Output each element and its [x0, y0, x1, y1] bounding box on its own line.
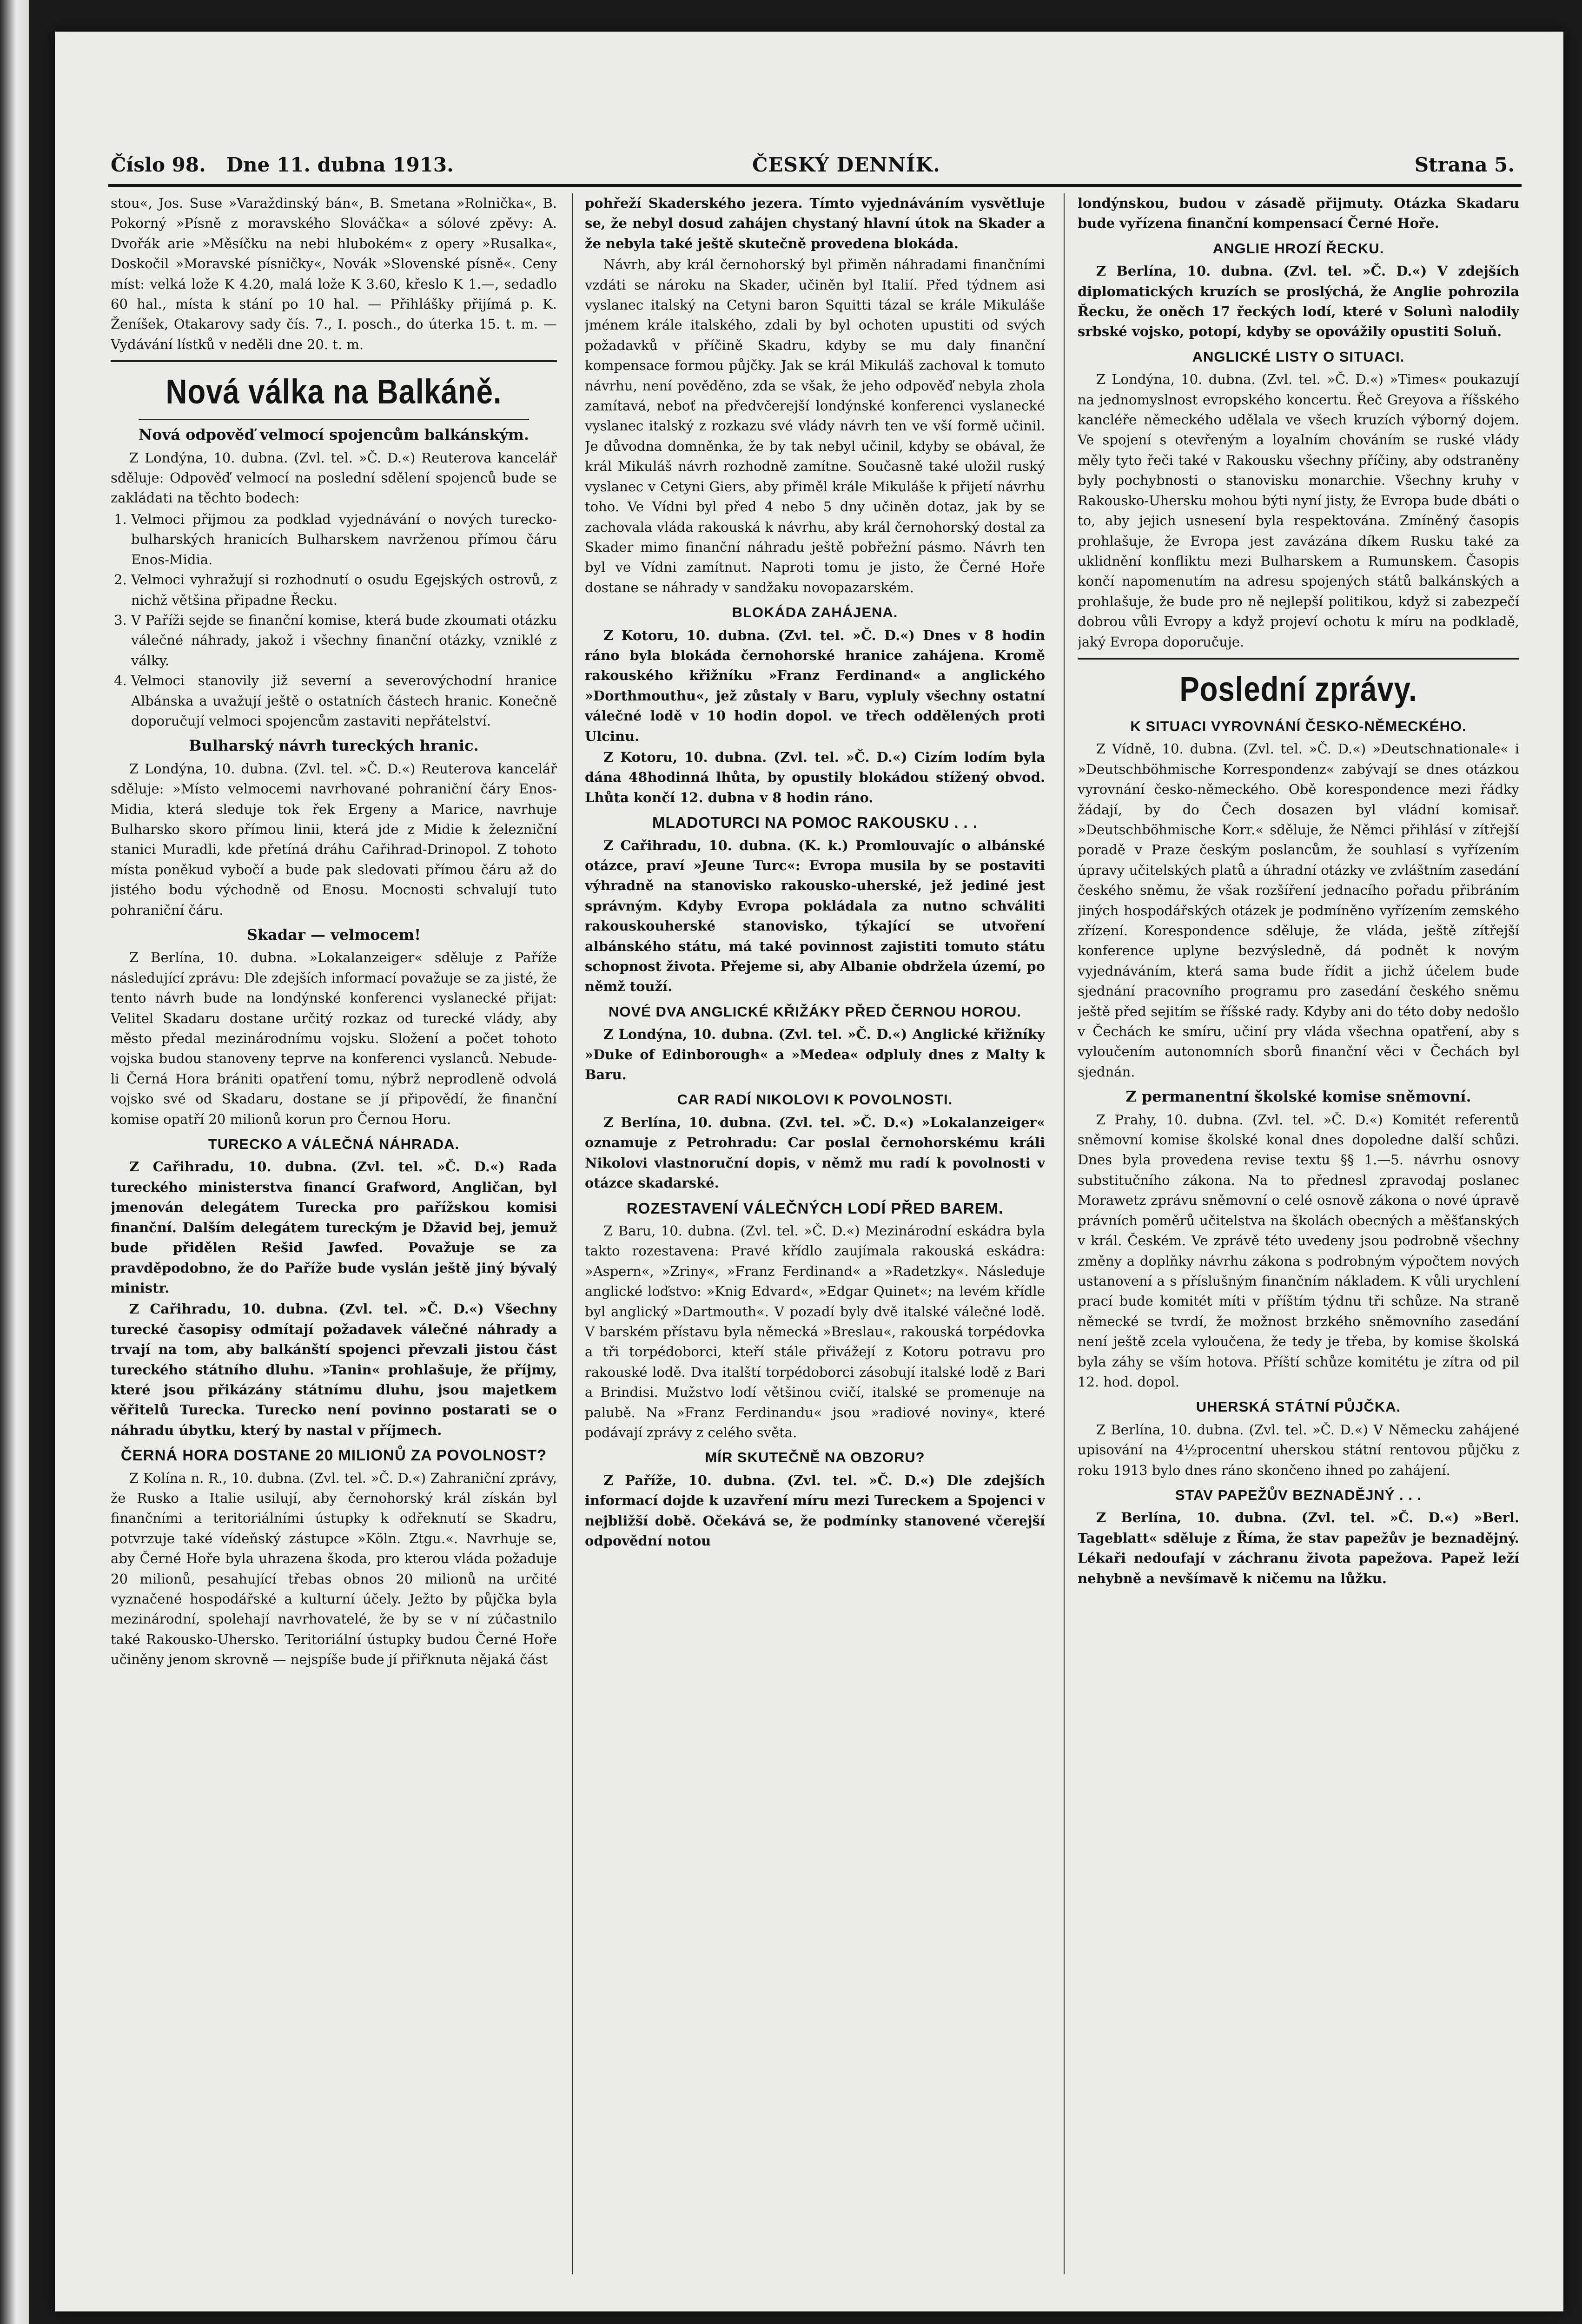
list-item: 3. V Paříži sejde se finanční komise, která bude zkoumati otázku válečné náhrady, jakož i všechny finanční otázky, vzniklé z války.	[131, 610, 557, 671]
article-paragraph: Z Berlína, 10. dubna. (Zvl. tel. »Č. D.«) V Německu zahájené upisování na 4½procentní uherskou státní rentovou půjčku z roku 1913 bylo dnes ráno skončeno ihned po zahájení.	[1078, 1421, 1519, 1478]
article-paragraph: Z Berlína, 10. dubna. »Lokalanzeiger« sděluje z Paříže následující zprávu: Dle zdejších informací považuje se za jisté, že tento návrh bude na londýnské konferenci vyslanecké přijat: Velitel Skadaru dostane určitý rozkaz od turecké vlády, aby město předal mezinárodnímu vojsku. Složení a počet tohoto vojska budou stanoveny teprve na konferenci vyslanců. Nebude-li Černá Hora brániti opatření tomu, nýbrž neprodleně odvolá vojsko své od Skadaru, dostane se jí připovědí, že finanční komise opatří 20 milionů korun pro Černou Horu.	[111, 950, 557, 1127]
section-heading: Skadar — velmocem!	[246, 926, 421, 944]
section-heading: STAV PAPEŽŮV BEZNADĚJNÝ . . .	[1175, 1486, 1422, 1503]
section-heading: ANGLICKÉ LISTY O SITUACI.	[1192, 348, 1405, 365]
header-rule	[108, 184, 1522, 187]
article-paragraph: Z Berlína, 10. dubna. (Zvl. tel. »Č. D.«) »Berl. Tageblatt« sděluje z Říma, že stav papežův je beznadějný. Lékaři nedoufají v záchranu života papežova. Papež leží nehybně a nevšímavě k ničemu na lůžku.	[1078, 1510, 1519, 1586]
points-list	[111, 509, 557, 731]
main-headline: Nová válka na Balkáně.	[165, 372, 502, 411]
article-paragraph: Z Cařihradu, 10. dubna. (Zvl. tel. »Č. D.«) Rada tureckého ministerstva financí Grafword, Angličan, byl jmenován delegátem Turecka pro pařížskou komisi finanční. Dalším delegátem tureckým je Džavid bej, jemuž bude přidělen Rešid Jawfed. Považuje se za pravděpodobno, že do Paříže bude vyslán ještě jiný bývalý ministr.	[111, 1159, 557, 1296]
section-heading: K SITUACI VYROVNÁNÍ ČESKO-NĚMECKÉHO.	[1130, 718, 1467, 734]
page-number: Strana 5.	[1414, 153, 1515, 176]
article-paragraph: Z Berlína, 10. dubna. (Zvl. tel. »Č. D.«) V zdejších diplomatických kruzích se proslýchá, že Anglie pohrozila Řecku, že oněch 17 řeckých lodí, které v Solunì nalodily srbské vojsko, potopí, kdyby se opovážily opustiti Soluň.	[1078, 263, 1519, 340]
section-heading: Bulharský návrh tureckých hranic.	[189, 737, 479, 755]
article-paragraph: Z Berlína, 10. dubna. (Zvl. tel. »Č. D.«) »Lokalanzeiger« oznamuje z Petrohradu: Car poslal černohorskému králi Nikolovi vlastnoruční dopis, v němž mu radí k povolnosti v otázce skadarské.	[585, 1114, 1045, 1191]
article-paragraph: Z Prahy, 10. dubna. (Zvl. tel. »Č. D.«) Komitét referentů sněmovní komise školské konal dnes dopoledne další schůzi. Dnes byla provedena revise textu §§ 1.—5. návrhu osnovy substitučního zákona. Na to přednesl zpravodaj poslanec Morawetz zprávu sněmovní o celé osnově zákona o nové úpravě právních poměrů učitelstva na školách obecných a měšťanských v král. Českém. Ve zprávě této uvedeny jsou podrobně všechny změny a doplňky návrhu zákona s podrobným výpočtem nových ustanovení a s příslušným finančním nákladem. K vůli urychlení prací bude komitét míti v příštím týdnu tři schůze. Na straně německé se tvrdí, že možnost brzkého sněmovního zasedání není ještě zcela vyloučena, že tedy je třeba, by komise školská byla záhy se vším hotova. Příští schůze komitétu je zítra od pil 12. hod. dopol.	[1078, 1111, 1519, 1390]
article-paragraph: pohřeží Skaderského jezera. Tímto vyjednáváním vysvětluje se, že nebyl dosud zahájen chystaný hlavní útok na Skader a že nebyla také ještě skutečně provedena blokáda.	[585, 195, 1045, 251]
list-item: 2. Velmoci vyhražují si rozhodnutí o osudu Egejských ostrovů, z nichž většina připadne Řecku.	[131, 570, 557, 610]
section-heading: Z permanentní školské komise sněmovní.	[1125, 1088, 1471, 1106]
article-paragraph: Z Londýna, 10. dubna. (Zvl. tel. »Č. D.«) »Times« poukazují na jednomyslnost evropského koncertu. Řeč Greyova a říšského kancléře německého udělala ve všech kruzích výborný dojem. Ve spojení s otevřeným a loyalním chováním se ruské vlády měly tyto řeči také v Rakousku všechny příčiny, aby odstraněny byly pochybnosti o stanovisku monarchie. Všechny kruhy v Rakousko-Uhersku mohou býti nyní jisty, že Evropa bude dbáti o to, aby jejich usnesení byla respektována. Zmíněný časopis prohlašuje, že Evropa jest zavázána díkem Rusku také za uklidnění konfliktu mezi Bulharskem a Rumunskem. Časopis končí napomenutím na adresu spojených států balkánských a prohlašuje, že bude pro ně nejlepší politikou, když si zabezpečí dobrou vůli Evropy a když projeví ochotu k míru na podkladě, jaký Evropa doporučuje.	[1078, 371, 1519, 650]
section-heading: TURECKO A VÁLEČNÁ NÁHRADA.	[208, 1136, 460, 1153]
section-heading: UHERSKÁ STÁTNÍ PŮJČKA.	[1196, 1399, 1401, 1415]
article-paragraph: Z Cařihradu, 10. dubna. (K. k.) Promlouvajíc o albánské otázce, praví »Jeune Turc«: Evropa musila by se postaviti výhradně na stanovisko rakousko-uherské, jež jediné jest správným. Kdyby Evropa pokládala za nutno schváliti rakouskouherské stanovisko, týkající se utvoření albánského státu, má také povinnost zajistiti tomuto státu schopnost života. Přejeme si, aby Albanie obdržela území, po němž touží.	[585, 837, 1045, 995]
column-3	[1078, 193, 1519, 2284]
section-heading: ANGLIE HROZÍ ŘECKU.	[1212, 240, 1384, 257]
article-paragraph: londýnskou, budou v zásadě přijmuty. Otázka Skadaru bude vyřízena finanční kompensací Černé Hoře.	[1078, 195, 1519, 231]
article-paragraph: Z Londýna, 10. dubna. (Zvl. tel. »Č. D.«) Anglické křižníky »Duke of Edinborough« a »Medea« odpluly dnes z Malty k Baru.	[585, 1026, 1045, 1083]
issue-number: Číslo 98.	[111, 153, 206, 176]
issue-date: Dne 11. dubna 1913.	[226, 153, 454, 176]
section-heading: MÍR SKUTEČNĚ NA OBZORU?	[705, 1449, 925, 1466]
article-paragraph: Z Kotoru, 10. dubna. (Zvl. tel. »Č. D.«) Cizím lodím byla dána 48hodinná lhůta, by opustily blokádou stížený obvod. Lhůta končí 12. dubna v 8 hodin ráno.	[585, 749, 1045, 805]
column-rule	[572, 193, 573, 2274]
article-paragraph: Návrh, aby král černohorský byl přiměn náhradami finančními vzdáti se nároku na Skader, učiněn byl Italií. Před týdnem asi vyslanec italský na Cetyni baron Squitti tázal se krále Mikuláše jménem krále italského, zdali by byl ochoten upustiti od svých požadavků v příčině Skadru, kdyby se mu daly finanční kompensace formou půjčky. Jak se král Mikuláš zachoval k tomuto návrhu, není pověděno, zda se však, že jeho odpověď nebyla zhola zamítavá, neboť na předvčerejší londýnské konferenci vyslanecké vyslanec italský z rozkazu své vlády návrh ten ve vší formě učinil. Je důvodna domněnka, že by tak nebyl učinil, kdyby se obával, že král Mikuláš návrh rozhodně zamítne. Současně také uložil ruský vyslanec v Cetyni Giers, aby přiměl krále Mikuláše k přijetí návrhu toho. Ve Vídni byl před 4 nebo 5 dny učiněn dotaz, jak by se zachovala vláda rakouská k návrhu, aby král černohorský dostal za Skader mimo finanční náhradu ještě pobřežní pásmo. Návrh ten byl ve Vídni zamítnut. Naproti tomu je jisto, že Černé Hoře dostane se náhrady v sandžaku novopazarském.	[585, 257, 1045, 595]
article-intro: Z Londýna, 10. dubna. (Zvl. tel. »Č. D.«) Reuterova kancelář sděluje: Odpověď velmocí na poslední sdělení spojenců bude se zakládati na těchto bodech:	[111, 449, 557, 506]
section-heading: MLADOTURCI NA POMOC RAKOUSKU . . .	[652, 814, 978, 832]
newspaper-title: ČESKÝ DENNÍK.	[752, 153, 940, 176]
divider	[111, 360, 557, 362]
article-paragraph: Z Kotoru, 10. dubna. (Zvl. tel. »Č. D.«) Dnes v 8 hodin ráno byla blokáda černohorské hranice zahájena. Kromě rakouského křižníku »Franz Ferdinand« a anglického »Dorthmouthu«, jež zůstaly v Baru, vypluly všechny ostatní válečné lodě v 10 hodin dopol. ve třech oddělených proti Ulcinu.	[585, 627, 1045, 744]
article-paragraph: Z Paříže, 10. dubna. (Zvl. tel. »Č. D.«) Dle zdejších informací dojde k uzavření míru mezi Tureckem a Spojenci v nejbližší době. Očekává se, že podmínky stanovené včerejší odpovědní notou	[585, 1472, 1045, 1549]
section-heading: CAR RADÍ NIKOLOVI K POVOLNOSTI.	[677, 1091, 953, 1108]
column-2	[585, 193, 1045, 2284]
article-paragraph: Z Kolína n. R., 10. dubna. (Zvl. tel. »Č. D.«) Zahraniční zprávy, že Rusko a Italie usilují, aby černohorský král získán byl finančními a teritoriálními ústupky k odřeknutí se Skadru, potvrzuje také vídeňský zástupce »Köln. Ztgu.«. Navrhuje se, aby Černé Hoře byla uhrazena škoda, pro kterou vláda požaduje 20 milionů, pesahující třebas obnos 20 milionů na určité vyznačené hospodářské a kulturní účely. Ježto by půjčka byla mezinárodní, spolehají navrhovatelé, že by se v ní zúčastnilo také Rakousko-Uhersko. Teritoriální ústupky budou Černé Hoře učiněny jenom skrovně — nejspíše bude jí přiřknuta nějaká část	[111, 1470, 557, 1668]
page-header	[111, 153, 1515, 184]
left-page-edge	[0, 0, 29, 2324]
divider	[139, 419, 529, 420]
latest-news-headline: Poslední zprávy.	[1179, 669, 1417, 708]
article-paragraph: Z Baru, 10. dubna. (Zvl. tel. »Č. D.«) Mezinárodní eskádra byla takto rozestavena: Pravé křídlo zaujímala rakouská eskádra: »Aspern«, »Zriny«, »Franz Ferdinand« a »Radetzky«. Následuje anglické loďstvo: »Knig Edvard«, »Edgar Quinet«; na levém křídle byl anglický »Dartmouth«. V pozadí byly dvě italské válečné lodě. V barském přístavu byla německá »Breslau«, rakouská torpédovka a tři torpédoborci, kteří stále přivážejí z Kotoru potravu pro rakouské lodě. Dva italští torpédoborci zásobují italské lodě z Bari a Brindisi. Mužstvo lodí většinou cvičí, italské se promenuje na palubě. Na »Franz Ferdinandu« jsou »radiové noviny«, které podávají zprávy z celého světa.	[585, 1222, 1045, 1440]
section-heading: NOVÉ DVA ANGLICKÉ KŘIŽÁKY PŘED ČERNOU HOROU.	[609, 1003, 1021, 1020]
divider	[1078, 658, 1519, 660]
list-item: 4. Velmoci stanovily již severní a severovýchodní hranice Albánska a uvažují ještě o ostatních částech hranic. Konečně doporučují velmoci spojencům zastaviti nepřátelství.	[131, 671, 557, 731]
section-heading: ROZESTAVENÍ VÁLEČNÝCH LODÍ PŘED BAREM.	[626, 1199, 1004, 1217]
section-heading: BLOKÁDA ZAHÁJENA.	[732, 604, 898, 621]
subheadline: Nová odpověď velmocí spojencům balkánským.	[139, 426, 529, 444]
column-1	[111, 193, 557, 2284]
concert-notice: stou«, Jos. Suse »Varaždinský bán«, B. Smetana »Rolnička«, B. Pokorný »Písně z moravského Slováčka« a sólové zpěvy: A. Dvořák arie »Měsíčku na nebi hlubokém« z opery »Rusalka«, Doskočil »Moravské písničky«, Novák »Slovenské písně«. Ceny míst: velká lože K 4.20, malá lože K 3.60, křeslo K 1.—, sedadlo 60 hal., místa k stání po 10 hal. — Přihlášky přijímá p. K. Ženíšek, Otakarovy sady čís. 7., I. posch., do úterka 15. t. m. — Vydávání lístků v neděli dne 20. t. m.	[111, 195, 557, 352]
section-heading: ČERNÁ HORA DOSTANE 20 MILIONŮ ZA POVOLNOST?	[120, 1446, 547, 1464]
column-rule	[1064, 193, 1065, 2274]
newspaper-page	[55, 32, 1563, 2311]
article-paragraph: Z Cařihradu, 10. dubna. (Zvl. tel. »Č. D.«) Všechny turecké časopisy odmítají požadavek válečné náhrady a trvají na tom, aby balkánští spojenci převzali jistou část tureckého státního dluhu. »Tanin« prohlašuje, že příjmy, které jsou přikázány státnímu dluhu, jsou majetkem věřitelů Turecka. Turecko není povinno postarati se o náhradu úbytku, který by nastal v příjmech.	[111, 1301, 557, 1438]
list-item: 1. Velmoci přijmou za podklad vyjednávání o nových turecko-bulharských hranicích Bulharskem navrženou přímou čáru Enos-Midia.	[131, 509, 557, 570]
article-paragraph: Z Londýna, 10. dubna. (Zvl. tel. »Č. D.«) Reuterova kancelář sděluje: »Místo velmocemi navrhované pohraniční čáry Enos-Midia, která sleduje tok řek Ergeny a Marice, navrhuje Bulharsko skoro přímou linii, která jde z Midie k železniční stanici Muradli, kde přetíná dráhu Cařihrad-Drinopol. Z tohoto místa poněkud vybočí a bude pak sledovati přímou čáru až do jistého bodu východně od Enosu. Mocnosti schvalují tuto pohraniční čáru.	[111, 760, 557, 918]
article-paragraph: Z Vídně, 10. dubna. (Zvl. tel. »Č. D.«) »Deutschnationale« i »Deutschböhmische Korrespondenz« zabývají se dnes otázkou vyrovnání česko-německého. Obě korespondence mezi řádky žádají, by do Čech dosazen byl vládní komisař. »Deutschböhmische Korr.« sděluje, že Němci přihlásí v zítřejší poradě v Praze českým poslancům, že souhlasí s vyřízením úpravy učitelských platů a úhradní otázky ve zvláštním zasedání českého sněmu, že však rozšíření jednacího pořadu přibráním jiných hospodářských otázek je podmíněno vyřízením zemského zřízení. Korespondence sděluje, že vláda, ještě zítřejší konference uplyne bezvýsledně, dá podnět k novým vyjednáváním, která sama bude řídit a jichž účelem bude sjednání pracovního programu pro zasedání českého sněmu ještě před sejitím se říšské rady. Kdyby ani do této doby nedošlo v Čechách ke smíru, učiní pry vláda všechna opatření, aby s vyloučením autonomních sborů finanční věci v Čechách byl sjednán.	[1078, 741, 1519, 1080]
